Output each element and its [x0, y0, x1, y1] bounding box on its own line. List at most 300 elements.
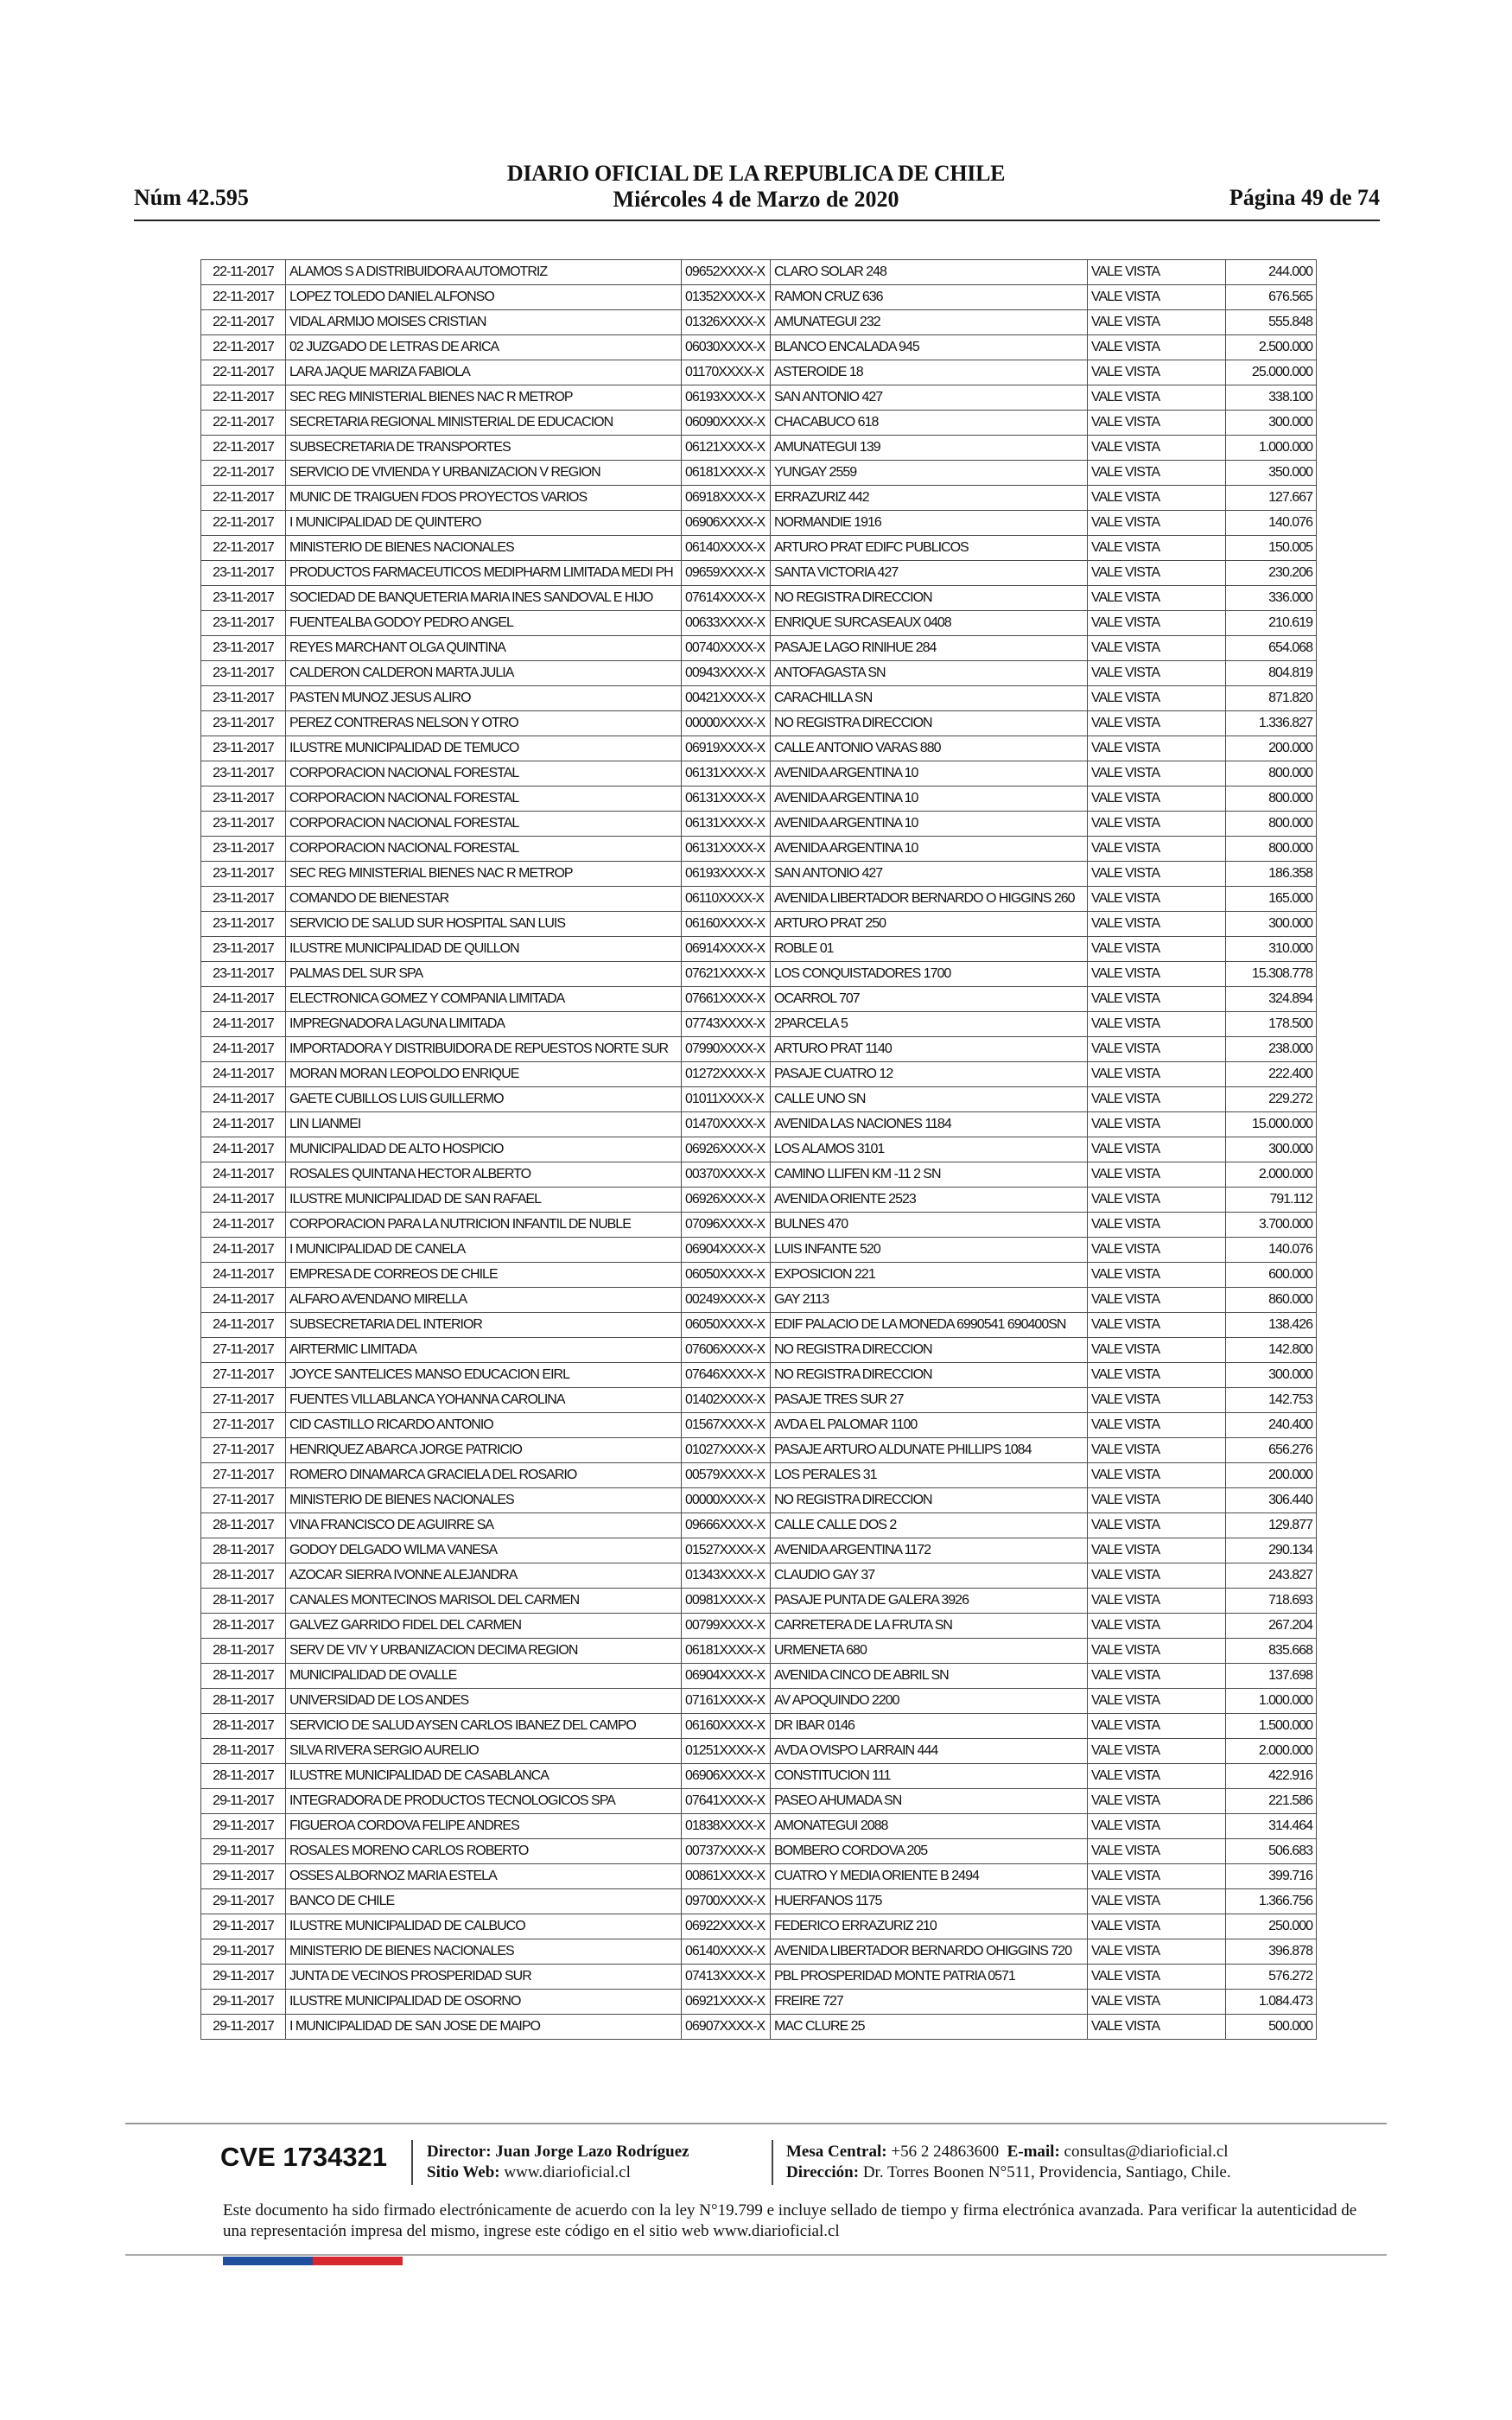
- beneficiary-cell: ILUSTRE MUNICIPALIDAD DE TEMUCO: [286, 736, 682, 761]
- address-cell: ARTURO PRAT EDIFC PUBLICOS: [771, 536, 1088, 561]
- amount-cell: 300.000: [1226, 1363, 1317, 1388]
- email-label: E-mail:: [1007, 2143, 1060, 2161]
- beneficiary-cell: PEREZ CONTRERAS NELSON Y OTRO: [286, 711, 682, 736]
- amount-cell: 267.204: [1226, 1614, 1317, 1639]
- date-cell: 29-11-2017: [201, 1965, 286, 1990]
- publication-title: DIARIO OFICIAL DE LA REPUBLICA DE CHILE: [506, 161, 1006, 186]
- rut-cell: 00370XXXX-X: [682, 1162, 771, 1188]
- table-row: [201, 360, 1317, 385]
- amount-cell: 800.000: [1226, 786, 1317, 812]
- date-cell: 29-11-2017: [201, 1990, 286, 2015]
- address-cell: CALLE CALLE DOS 2: [771, 1513, 1088, 1538]
- address-cell: SAN ANTONIO 427: [771, 385, 1088, 411]
- address-cell: AVENIDA LIBERTADOR BERNARDO O HIGGINS 260: [771, 887, 1088, 912]
- mesa-phone: +56 2 24863600: [891, 2143, 1000, 2161]
- amount-cell: 243.827: [1226, 1563, 1317, 1589]
- date-cell: 23-11-2017: [201, 586, 286, 611]
- date-cell: 22-11-2017: [201, 486, 286, 511]
- address-cell: ARTURO PRAT 250: [771, 912, 1088, 937]
- director-label: Director:: [427, 2143, 492, 2161]
- date-cell: 27-11-2017: [201, 1413, 286, 1438]
- date-cell: 27-11-2017: [201, 1388, 286, 1413]
- document-type-cell: VALE VISTA: [1088, 611, 1226, 636]
- rut-cell: 07606XXXX-X: [682, 1338, 771, 1363]
- amount-cell: 300.000: [1226, 912, 1317, 937]
- date-cell: 23-11-2017: [201, 812, 286, 837]
- amount-cell: 222.400: [1226, 1062, 1317, 1087]
- date-cell: 22-11-2017: [201, 436, 286, 461]
- table-row: [201, 1839, 1317, 1864]
- rut-cell: 00737XXXX-X: [682, 1839, 771, 1864]
- beneficiary-cell: MUNICIPALIDAD DE ALTO HOSPICIO: [286, 1137, 682, 1162]
- document-type-cell: VALE VISTA: [1088, 1889, 1226, 1914]
- date-cell: 27-11-2017: [201, 1488, 286, 1513]
- date-cell: 24-11-2017: [201, 1037, 286, 1062]
- address-cell: PASAJE PUNTA DE GALERA 3926: [771, 1589, 1088, 1614]
- rut-cell: 06090XXXX-X: [682, 411, 771, 436]
- beneficiary-cell: CORPORACION NACIONAL FORESTAL: [286, 786, 682, 812]
- amount-cell: 804.819: [1226, 661, 1317, 686]
- rut-cell: 06926XXXX-X: [682, 1188, 771, 1213]
- header-divider: [134, 220, 1380, 221]
- table-row: [201, 1087, 1317, 1112]
- amount-cell: 137.698: [1226, 1664, 1317, 1689]
- table-row: [201, 1137, 1317, 1162]
- rut-cell: 06181XXXX-X: [682, 1639, 771, 1664]
- rut-cell: 00943XXXX-X: [682, 661, 771, 686]
- rut-cell: 07743XXXX-X: [682, 1012, 771, 1037]
- address-cell: OCARROL 707: [771, 987, 1088, 1012]
- website-link[interactable]: www.diarioficial.cl: [504, 2163, 631, 2181]
- rut-cell: 06110XXXX-X: [682, 887, 771, 912]
- beneficiary-cell: CORPORACION PARA LA NUTRICION INFANTIL DE NUBLE: [286, 1213, 682, 1238]
- legal-notice: Este documento ha sido firmado electrónicamente de acuerdo con la ley N°19.799 e incluye sellado de tiempo y firma electrónica avanzada. Para verificar la autenticidad de una representación impresa del mismo, ingrese este código en el sitio web www.diarioficial.cl: [223, 2201, 1357, 2240]
- amount-cell: 399.716: [1226, 1864, 1317, 1889]
- document-type-cell: VALE VISTA: [1088, 1112, 1226, 1137]
- document-type-cell: VALE VISTA: [1088, 1914, 1226, 1939]
- document-type-cell: VALE VISTA: [1088, 561, 1226, 586]
- date-cell: 28-11-2017: [201, 1739, 286, 1764]
- beneficiary-cell: UNIVERSIDAD DE LOS ANDES: [286, 1689, 682, 1714]
- rut-cell: 06050XXXX-X: [682, 1263, 771, 1288]
- amount-cell: 654.068: [1226, 636, 1317, 661]
- document-type-cell: VALE VISTA: [1088, 1689, 1226, 1714]
- beneficiary-cell: LARA JAQUE MARIZA FABIOLA: [286, 360, 682, 385]
- footer-director-block: [427, 2142, 689, 2183]
- document-type-cell: VALE VISTA: [1088, 1488, 1226, 1513]
- beneficiary-cell: SILVA RIVERA SERGIO AURELIO: [286, 1739, 682, 1764]
- rut-cell: 00861XXXX-X: [682, 1864, 771, 1889]
- amount-cell: 2.500.000: [1226, 335, 1317, 360]
- beneficiary-cell: BANCO DE CHILE: [286, 1889, 682, 1914]
- document-type-cell: VALE VISTA: [1088, 360, 1226, 385]
- beneficiary-cell: SUBSECRETARIA DE TRANSPORTES: [286, 436, 682, 461]
- beneficiary-cell: I MUNICIPALIDAD DE SAN JOSE DE MAIPO: [286, 2015, 682, 2040]
- rut-cell: 00740XXXX-X: [682, 636, 771, 661]
- amount-cell: 140.076: [1226, 511, 1317, 536]
- amount-cell: 250.000: [1226, 1914, 1317, 1939]
- rut-cell: 06921XXXX-X: [682, 1990, 771, 2015]
- rut-cell: 06919XXXX-X: [682, 736, 771, 761]
- amount-cell: 396.878: [1226, 1939, 1317, 1965]
- rut-cell: 09659XXXX-X: [682, 561, 771, 586]
- amount-cell: 791.112: [1226, 1188, 1317, 1213]
- address-cell: 2PARCELA 5: [771, 1012, 1088, 1037]
- address-cell: LUIS INFANTE 520: [771, 1238, 1088, 1263]
- amount-cell: 15.308.778: [1226, 962, 1317, 987]
- amount-cell: 500.000: [1226, 2015, 1317, 2040]
- table-row: [201, 1188, 1317, 1213]
- document-type-cell: VALE VISTA: [1088, 1338, 1226, 1363]
- date-cell: 23-11-2017: [201, 736, 286, 761]
- mesa-label: Mesa Central:: [786, 2143, 887, 2161]
- table-row: [201, 1714, 1317, 1739]
- document-type-cell: VALE VISTA: [1088, 310, 1226, 335]
- beneficiary-cell: ILUSTRE MUNICIPALIDAD DE SAN RAFAEL: [286, 1188, 682, 1213]
- date-cell: 27-11-2017: [201, 1363, 286, 1388]
- beneficiary-cell: CORPORACION NACIONAL FORESTAL: [286, 812, 682, 837]
- table-row: [201, 1664, 1317, 1689]
- date-cell: 24-11-2017: [201, 987, 286, 1012]
- date-cell: 23-11-2017: [201, 786, 286, 812]
- table-row: [201, 536, 1317, 561]
- amount-cell: 1.084.473: [1226, 1990, 1317, 2015]
- amount-cell: 338.100: [1226, 385, 1317, 411]
- amount-cell: 142.753: [1226, 1388, 1317, 1413]
- rut-cell: 01272XXXX-X: [682, 1062, 771, 1087]
- address-cell: RAMON CRUZ 636: [771, 285, 1088, 310]
- address-cell: AMONATEGUI 2088: [771, 1814, 1088, 1839]
- beneficiary-cell: ROSALES QUINTANA HECTOR ALBERTO: [286, 1162, 682, 1188]
- document-type-cell: VALE VISTA: [1088, 536, 1226, 561]
- date-cell: 28-11-2017: [201, 1614, 286, 1639]
- date-cell: 22-11-2017: [201, 310, 286, 335]
- amount-cell: 835.668: [1226, 1639, 1317, 1664]
- rut-cell: 00249XXXX-X: [682, 1288, 771, 1313]
- date-cell: 24-11-2017: [201, 1313, 286, 1338]
- amount-cell: 422.916: [1226, 1764, 1317, 1789]
- date-cell: 23-11-2017: [201, 837, 286, 862]
- table-row: [201, 636, 1317, 661]
- date-cell: 24-11-2017: [201, 1087, 286, 1112]
- date-cell: 23-11-2017: [201, 887, 286, 912]
- table-row: [201, 1463, 1317, 1488]
- document-type-cell: VALE VISTA: [1088, 1162, 1226, 1188]
- table-row: [201, 1313, 1317, 1338]
- date-cell: 23-11-2017: [201, 761, 286, 786]
- rut-cell: 01170XXXX-X: [682, 360, 771, 385]
- table-row: [201, 1513, 1317, 1538]
- amount-cell: 310.000: [1226, 937, 1317, 962]
- document-type-cell: VALE VISTA: [1088, 1639, 1226, 1664]
- rut-cell: 07096XXXX-X: [682, 1213, 771, 1238]
- beneficiary-cell: FUENTEALBA GODOY PEDRO ANGEL: [286, 611, 682, 636]
- table-row: [201, 1288, 1317, 1313]
- address-cell: LOS PERALES 31: [771, 1463, 1088, 1488]
- amount-cell: 300.000: [1226, 1137, 1317, 1162]
- amount-cell: 676.565: [1226, 285, 1317, 310]
- rut-cell: 00421XXXX-X: [682, 686, 771, 711]
- date-cell: 23-11-2017: [201, 611, 286, 636]
- amount-cell: 555.848: [1226, 310, 1317, 335]
- amount-cell: 165.000: [1226, 887, 1317, 912]
- beneficiary-cell: MUNIC DE TRAIGUEN FDOS PROYECTOS VARIOS: [286, 486, 682, 511]
- date-cell: 24-11-2017: [201, 1012, 286, 1037]
- beneficiary-cell: SEC REG MINISTERIAL BIENES NAC R METROP: [286, 385, 682, 411]
- document-type-cell: VALE VISTA: [1088, 586, 1226, 611]
- beneficiary-cell: SUBSECRETARIA DEL INTERIOR: [286, 1313, 682, 1338]
- rut-cell: 06140XXXX-X: [682, 536, 771, 561]
- address-cell: PASAJE TRES SUR 27: [771, 1388, 1088, 1413]
- table-row: [201, 511, 1317, 536]
- address-cell: FREIRE 727: [771, 1990, 1088, 2015]
- beneficiary-cell: CORPORACION NACIONAL FORESTAL: [286, 761, 682, 786]
- table-row: [201, 962, 1317, 987]
- beneficiary-cell: SOCIEDAD DE BANQUETERIA MARIA INES SANDOVAL E HIJO: [286, 586, 682, 611]
- address-cell: BLANCO ENCALADA 945: [771, 335, 1088, 360]
- beneficiary-cell: REYES MARCHANT OLGA QUINTINA: [286, 636, 682, 661]
- address-label: Dirección:: [786, 2163, 860, 2181]
- address-cell: AVENIDA LIBERTADOR BERNARDO OHIGGINS 720: [771, 1939, 1088, 1965]
- rut-cell: 06131XXXX-X: [682, 761, 771, 786]
- date-cell: 24-11-2017: [201, 1188, 286, 1213]
- beneficiary-cell: PRODUCTOS FARMACEUTICOS MEDIPHARM LIMITADA MEDI PH: [286, 561, 682, 586]
- document-type-cell: VALE VISTA: [1088, 912, 1226, 937]
- rut-cell: 00579XXXX-X: [682, 1463, 771, 1488]
- amount-cell: 2.000.000: [1226, 1739, 1317, 1764]
- address-cell: CLAUDIO GAY 37: [771, 1563, 1088, 1589]
- address-cell: CARACHILLA SN: [771, 686, 1088, 711]
- rut-cell: 07990XXXX-X: [682, 1037, 771, 1062]
- beneficiary-cell: MUNICIPALIDAD DE OVALLE: [286, 1664, 682, 1689]
- date-cell: 22-11-2017: [201, 260, 286, 285]
- address-cell: AVENIDA ARGENTINA 10: [771, 786, 1088, 812]
- director-name: Juan Jorge Lazo Rodríguez: [495, 2143, 689, 2161]
- address-cell: CALLE ANTONIO VARAS 880: [771, 736, 1088, 761]
- rut-cell: 01567XXXX-X: [682, 1413, 771, 1438]
- rut-cell: 01838XXXX-X: [682, 1814, 771, 1839]
- amount-cell: 860.000: [1226, 1288, 1317, 1313]
- address-cell: CAMINO LLIFEN KM -11 2 SN: [771, 1162, 1088, 1188]
- amount-cell: 800.000: [1226, 812, 1317, 837]
- document-type-cell: VALE VISTA: [1088, 1589, 1226, 1614]
- rut-cell: 01027XXXX-X: [682, 1438, 771, 1463]
- document-type-cell: VALE VISTA: [1088, 1062, 1226, 1087]
- rut-cell: 00000XXXX-X: [682, 711, 771, 736]
- beneficiary-cell: ILUSTRE MUNICIPALIDAD DE CASABLANCA: [286, 1764, 682, 1789]
- rut-cell: 00981XXXX-X: [682, 1589, 771, 1614]
- rut-cell: 07614XXXX-X: [682, 586, 771, 611]
- date-cell: 23-11-2017: [201, 962, 286, 987]
- address-cell: NO REGISTRA DIRECCION: [771, 711, 1088, 736]
- rut-cell: 01326XXXX-X: [682, 310, 771, 335]
- address-cell: AVENIDA CINCO DE ABRIL SN: [771, 1664, 1088, 1689]
- amount-cell: 129.877: [1226, 1513, 1317, 1538]
- website-label: Sitio Web:: [427, 2163, 500, 2181]
- amount-cell: 138.426: [1226, 1313, 1317, 1338]
- table-row: [201, 385, 1317, 411]
- amount-cell: 142.800: [1226, 1338, 1317, 1363]
- table-row: [201, 1112, 1317, 1137]
- amount-cell: 324.894: [1226, 987, 1317, 1012]
- address-cell: YUNGAY 2559: [771, 461, 1088, 486]
- document-type-cell: VALE VISTA: [1088, 837, 1226, 862]
- flag-stripe-red: [313, 2257, 403, 2265]
- amount-cell: 200.000: [1226, 1463, 1317, 1488]
- address-cell: AVENIDA ARGENTINA 10: [771, 837, 1088, 862]
- table-row: [201, 736, 1317, 761]
- document-type-cell: VALE VISTA: [1088, 1012, 1226, 1037]
- amount-cell: 1.366.756: [1226, 1889, 1317, 1914]
- address-cell: NO REGISTRA DIRECCION: [771, 1488, 1088, 1513]
- beneficiary-cell: IMPREGNADORA LAGUNA LIMITADA: [286, 1012, 682, 1037]
- address-cell: MAC CLURE 25: [771, 2015, 1088, 2040]
- date-cell: 24-11-2017: [201, 1062, 286, 1087]
- amount-cell: 186.358: [1226, 862, 1317, 887]
- rut-cell: 00000XXXX-X: [682, 1488, 771, 1513]
- beneficiary-cell: HENRIQUEZ ABARCA JORGE PATRICIO: [286, 1438, 682, 1463]
- document-type-cell: VALE VISTA: [1088, 260, 1226, 285]
- rut-cell: 06131XXXX-X: [682, 837, 771, 862]
- table-row: [201, 2015, 1317, 2040]
- amount-cell: 238.000: [1226, 1037, 1317, 1062]
- rut-cell: 07161XXXX-X: [682, 1689, 771, 1714]
- rut-cell: 06907XXXX-X: [682, 2015, 771, 2040]
- address-cell: CALLE UNO SN: [771, 1087, 1088, 1112]
- date-cell: 24-11-2017: [201, 1162, 286, 1188]
- document-type-cell: VALE VISTA: [1088, 1864, 1226, 1889]
- beneficiary-cell: LIN LIANMEI: [286, 1112, 682, 1137]
- address-cell: AVDA EL PALOMAR 1100: [771, 1413, 1088, 1438]
- document-type-cell: VALE VISTA: [1088, 786, 1226, 812]
- address-cell: AVENIDA ORIENTE 2523: [771, 1188, 1088, 1213]
- table-row: [201, 1438, 1317, 1463]
- records-table: [200, 259, 1317, 2040]
- issue-number: Núm 42.595: [134, 185, 249, 210]
- document-type-cell: VALE VISTA: [1088, 1538, 1226, 1563]
- table-row: [201, 486, 1317, 511]
- beneficiary-cell: ILUSTRE MUNICIPALIDAD DE QUILLON: [286, 937, 682, 962]
- table-row: [201, 987, 1317, 1012]
- document-type-cell: VALE VISTA: [1088, 1814, 1226, 1839]
- email-link[interactable]: consultas@diarioficial.cl: [1064, 2143, 1229, 2161]
- rut-cell: 06914XXXX-X: [682, 937, 771, 962]
- table-row: [201, 561, 1317, 586]
- table-row: [201, 1162, 1317, 1188]
- beneficiary-cell: ROSALES MORENO CARLOS ROBERTO: [286, 1839, 682, 1864]
- address-cell: ANTOFAGASTA SN: [771, 661, 1088, 686]
- address-cell: AMUNATEGUI 232: [771, 310, 1088, 335]
- document-type-cell: VALE VISTA: [1088, 1288, 1226, 1313]
- table-row: [201, 1363, 1317, 1388]
- address-cell: AVDA OVISPO LARRAIN 444: [771, 1739, 1088, 1764]
- date-cell: 22-11-2017: [201, 360, 286, 385]
- table-row: [201, 586, 1317, 611]
- date-cell: 23-11-2017: [201, 862, 286, 887]
- amount-cell: 221.586: [1226, 1789, 1317, 1814]
- beneficiary-cell: COMANDO DE BIENESTAR: [286, 887, 682, 912]
- address-cell: URMENETA 680: [771, 1639, 1088, 1664]
- amount-cell: 718.693: [1226, 1589, 1317, 1614]
- document-type-cell: VALE VISTA: [1088, 486, 1226, 511]
- table-row: [201, 1914, 1317, 1939]
- document-type-cell: VALE VISTA: [1088, 1363, 1226, 1388]
- rut-cell: 07646XXXX-X: [682, 1363, 771, 1388]
- address-cell: NORMANDIE 1916: [771, 511, 1088, 536]
- document-type-cell: VALE VISTA: [1088, 761, 1226, 786]
- cve-code: CVE 1734321: [220, 2142, 388, 2172]
- rut-cell: 06160XXXX-X: [682, 1714, 771, 1739]
- document-type-cell: VALE VISTA: [1088, 1990, 1226, 2015]
- rut-cell: 07621XXXX-X: [682, 962, 771, 987]
- rut-cell: 01251XXXX-X: [682, 1739, 771, 1764]
- table-row: [201, 1789, 1317, 1814]
- table-row: [201, 1037, 1317, 1062]
- table-row: [201, 1990, 1317, 2015]
- table-row: [201, 260, 1317, 285]
- document-type-cell: VALE VISTA: [1088, 1789, 1226, 1814]
- date-cell: 29-11-2017: [201, 1864, 286, 1889]
- table-row: [201, 686, 1317, 711]
- beneficiary-cell: PASTEN MUNOZ JESUS ALIRO: [286, 686, 682, 711]
- beneficiary-cell: AIRTERMIC LIMITADA: [286, 1338, 682, 1363]
- address-cell: AMUNATEGUI 139: [771, 436, 1088, 461]
- document-type-cell: VALE VISTA: [1088, 1513, 1226, 1538]
- date-cell: 23-11-2017: [201, 561, 286, 586]
- footer-separator: [411, 2140, 413, 2185]
- amount-cell: 140.076: [1226, 1238, 1317, 1263]
- rut-cell: 06193XXXX-X: [682, 385, 771, 411]
- document-type-cell: VALE VISTA: [1088, 1965, 1226, 1990]
- document-type-cell: VALE VISTA: [1088, 1137, 1226, 1162]
- rut-cell: 06906XXXX-X: [682, 511, 771, 536]
- date-cell: 23-11-2017: [201, 912, 286, 937]
- document-type-cell: VALE VISTA: [1088, 1188, 1226, 1213]
- date-cell: 23-11-2017: [201, 937, 286, 962]
- table-row: [201, 1689, 1317, 1714]
- table-row: [201, 711, 1317, 736]
- table-row: [201, 1388, 1317, 1413]
- amount-cell: 15.000.000: [1226, 1112, 1317, 1137]
- table-row: [201, 1012, 1317, 1037]
- document-type-cell: VALE VISTA: [1088, 1839, 1226, 1864]
- document-type-cell: VALE VISTA: [1088, 1563, 1226, 1589]
- address-cell: CLARO SOLAR 248: [771, 260, 1088, 285]
- address-cell: CONSTITUCION 111: [771, 1764, 1088, 1789]
- beneficiary-cell: SERV DE VIV Y URBANIZACION DECIMA REGION: [286, 1639, 682, 1664]
- beneficiary-cell: SERVICIO DE SALUD AYSEN CARLOS IBANEZ DEL CAMPO: [286, 1714, 682, 1739]
- date-cell: 28-11-2017: [201, 1714, 286, 1739]
- rut-cell: 01527XXXX-X: [682, 1538, 771, 1563]
- document-type-cell: VALE VISTA: [1088, 2015, 1226, 2040]
- amount-cell: 300.000: [1226, 411, 1317, 436]
- table-row: [201, 335, 1317, 360]
- beneficiary-cell: MINISTERIO DE BIENES NACIONALES: [286, 1939, 682, 1965]
- document-type-cell: VALE VISTA: [1088, 335, 1226, 360]
- table-row: [201, 1639, 1317, 1664]
- date-cell: 28-11-2017: [201, 1538, 286, 1563]
- date-cell: 29-11-2017: [201, 2015, 286, 2040]
- footer-separator: [772, 2140, 773, 2185]
- address-cell: BOMBERO CORDOVA 205: [771, 1839, 1088, 1864]
- rut-cell: 06922XXXX-X: [682, 1914, 771, 1939]
- table-row: [201, 411, 1317, 436]
- table-row: [201, 1338, 1317, 1363]
- address-cell: PASAJE CUATRO 12: [771, 1062, 1088, 1087]
- table-row: [201, 1965, 1317, 1990]
- amount-cell: 656.276: [1226, 1438, 1317, 1463]
- document-type-cell: VALE VISTA: [1088, 962, 1226, 987]
